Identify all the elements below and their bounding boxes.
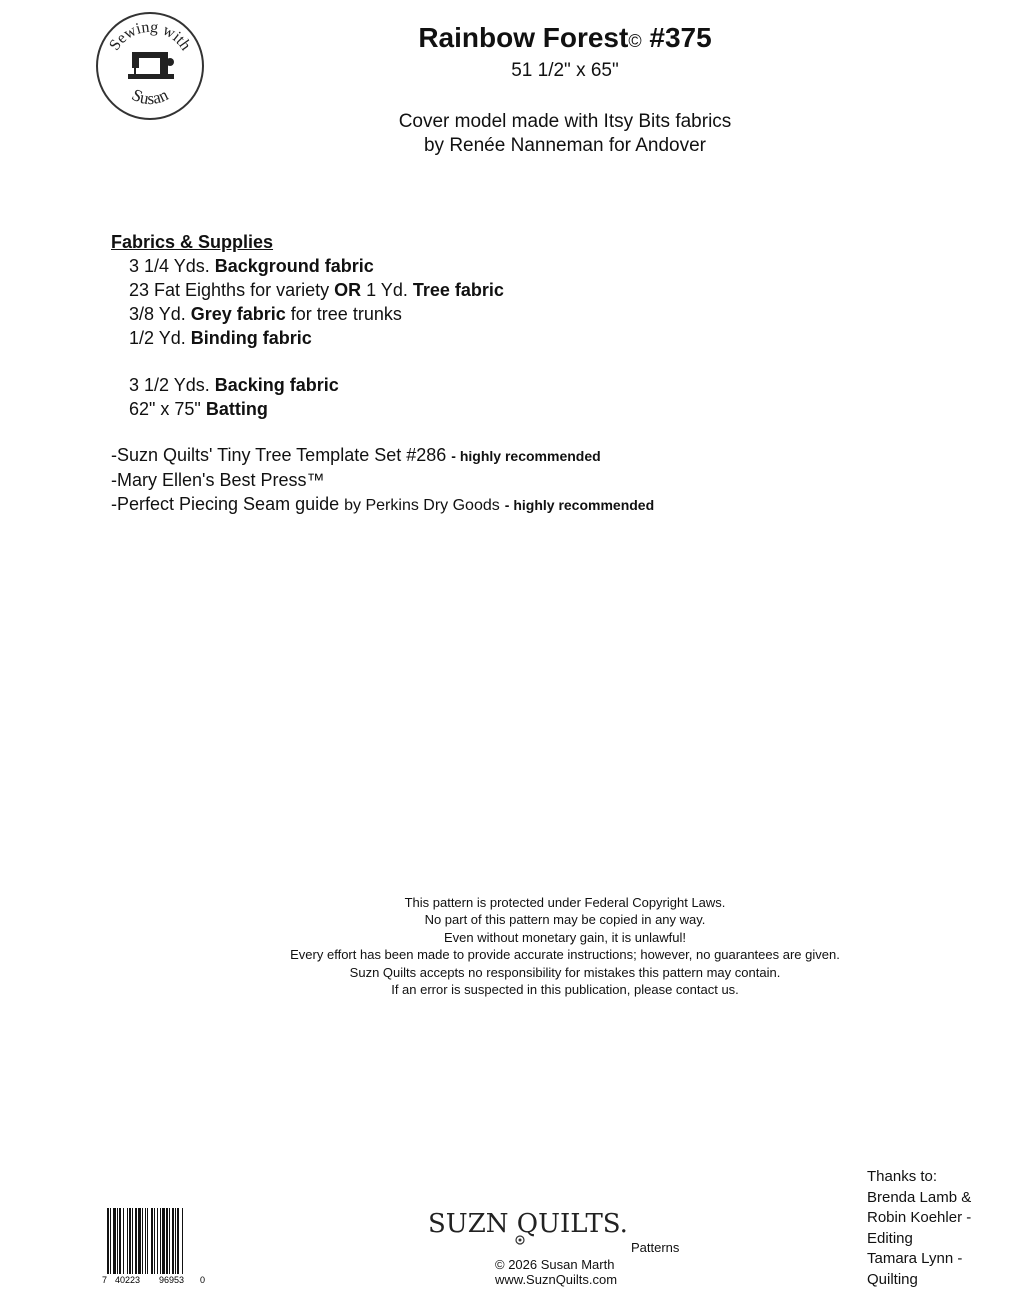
barcode-bar bbox=[182, 1208, 183, 1274]
brand-name: SUZN QUILTS... bbox=[428, 1209, 628, 1239]
supply-name: Binding fabric bbox=[190, 328, 312, 348]
barcode-bar bbox=[166, 1208, 168, 1274]
barcode-bar bbox=[119, 1208, 121, 1274]
supply-item bbox=[111, 326, 504, 350]
notion-item bbox=[111, 492, 654, 518]
logo-text-bottom: Susan bbox=[128, 85, 172, 109]
pattern-number: #375 bbox=[649, 22, 712, 53]
barcode-bar bbox=[177, 1208, 179, 1274]
sewing-machine-icon bbox=[94, 10, 206, 122]
barcode-digits-2: 40223 bbox=[115, 1275, 141, 1284]
notions-list bbox=[111, 443, 654, 518]
barcode-bar bbox=[157, 1208, 158, 1274]
supply-item bbox=[111, 254, 504, 278]
supply-item bbox=[111, 397, 504, 421]
barcode-bar bbox=[107, 1208, 109, 1274]
logo-text-top: Sewing with bbox=[106, 18, 194, 54]
barcode-bar bbox=[162, 1208, 165, 1274]
copyright-line: © 2026 Susan Marth bbox=[495, 1257, 615, 1272]
notion-item bbox=[111, 468, 654, 492]
legal-line: Even without monetary gain, it is unlawful! bbox=[443, 929, 687, 945]
notion-note: - highly recommended bbox=[451, 448, 601, 464]
barcode-bar bbox=[175, 1208, 176, 1274]
svg-text:Susan bbox=[129, 85, 172, 108]
pattern-title bbox=[300, 22, 830, 54]
website-line: www.SuznQuilts.com bbox=[495, 1272, 618, 1287]
cover-note-line-2: by Renée Nanneman for Andover bbox=[423, 135, 706, 156]
barcode-bar bbox=[123, 1208, 124, 1274]
legal-line: Suzn Quilts accepts no responsibility for mistakes this pattern may contain. bbox=[349, 964, 781, 980]
supply-qty: 3 1/2 Yds. bbox=[129, 375, 210, 395]
barcode-bar bbox=[132, 1208, 133, 1274]
supply-name: Background fabric bbox=[214, 256, 374, 276]
supply-name: Tree fabric bbox=[412, 280, 504, 300]
barcode-digits-3: 96953 bbox=[159, 1275, 185, 1284]
barcode-bar bbox=[172, 1208, 174, 1274]
notion-text: -Perfect Piecing Seam guide bbox=[111, 494, 340, 514]
barcode-digits-1: 7 bbox=[102, 1275, 108, 1284]
supply-qty: 3/8 Yd. bbox=[129, 304, 186, 324]
legal-line: Every effort has been made to provide accurate instructions; however, no guarantees are given. bbox=[290, 947, 840, 963]
barcode-bar bbox=[135, 1208, 137, 1274]
supply-qty: 1/2 Yd. bbox=[129, 328, 186, 348]
barcode-bar bbox=[169, 1208, 170, 1274]
thanks-line: Editing bbox=[867, 1229, 913, 1247]
fabrics-supplies-section bbox=[111, 230, 504, 421]
legal-line: No part of this pattern may be copied in any way. bbox=[424, 912, 706, 928]
notion-text: -Mary Ellen's Best Press™ bbox=[111, 470, 325, 490]
supply-name: Batting bbox=[205, 399, 268, 419]
supply-name: Grey fabric bbox=[190, 304, 286, 324]
cover-note-line-1: Cover model made with Itsy Bits fabrics bbox=[398, 111, 732, 132]
supply-item bbox=[111, 373, 504, 397]
barcode-bar bbox=[147, 1208, 148, 1274]
legal-line: If an error is suspected in this publication, please contact us. bbox=[391, 982, 739, 998]
thanks-line: Tamara Lynn - bbox=[867, 1250, 963, 1267]
supply-item bbox=[111, 278, 504, 302]
barcode-digits-4: 0 bbox=[200, 1275, 206, 1284]
copyright-notice bbox=[200, 894, 930, 998]
supply-name: Backing fabric bbox=[214, 375, 339, 395]
barcode-bar bbox=[145, 1208, 146, 1274]
supply-pre: 23 Fat Eighths for variety bbox=[129, 280, 330, 300]
barcode-bar bbox=[129, 1208, 131, 1274]
notion-note: - highly recommended bbox=[504, 497, 655, 513]
legal-line: This pattern is protected under Federal Copyright Laws. bbox=[404, 895, 726, 910]
quilt-size: 51 1/2" x 65" bbox=[511, 60, 619, 81]
barcode-bar bbox=[117, 1208, 118, 1274]
supply-suffix: for tree trunks bbox=[290, 304, 402, 324]
thanks-line: Thanks to: bbox=[867, 1168, 938, 1185]
barcode-bar bbox=[142, 1208, 143, 1274]
barcode bbox=[101, 1208, 209, 1284]
thanks-line: Quilting bbox=[867, 1270, 918, 1288]
thanks-line: Robin Koehler - bbox=[867, 1209, 972, 1226]
cover-note bbox=[300, 110, 830, 158]
thanks-line: Brenda Lamb & bbox=[867, 1188, 972, 1206]
barcode-bar bbox=[151, 1208, 153, 1274]
barcode-icon bbox=[101, 1208, 209, 1284]
brand-copyright bbox=[495, 1257, 617, 1287]
supply-qty: 3 1/4 Yds. bbox=[129, 256, 210, 276]
barcode-bar bbox=[113, 1208, 116, 1274]
suzn-quilts-logo bbox=[428, 1200, 628, 1260]
title-text: Rainbow Forest bbox=[418, 22, 629, 53]
sewing-with-susan-logo bbox=[94, 10, 206, 122]
supply-item bbox=[111, 302, 504, 326]
barcode-bar bbox=[110, 1208, 111, 1274]
barcode-bar bbox=[138, 1208, 141, 1274]
notion-item bbox=[111, 443, 654, 468]
supplies-heading: Fabrics & Supplies bbox=[111, 232, 274, 252]
brand-patterns-label: Patterns bbox=[631, 1240, 680, 1255]
supply-qty: 1 Yd. bbox=[366, 280, 408, 300]
barcode-bar bbox=[127, 1208, 128, 1274]
notion-by: by Perkins Dry Goods bbox=[344, 497, 500, 514]
barcode-bar bbox=[154, 1208, 155, 1274]
barcode-bar bbox=[160, 1208, 161, 1274]
thanks-block bbox=[867, 1167, 971, 1290]
supply-or: OR bbox=[334, 280, 362, 300]
notion-text: -Suzn Quilts' Tiny Tree Template Set #286 bbox=[111, 445, 447, 465]
copyright-symbol: © bbox=[628, 31, 642, 51]
brand-logo-icon bbox=[428, 1200, 628, 1260]
supply-qty: 62" x 75" bbox=[129, 399, 201, 419]
